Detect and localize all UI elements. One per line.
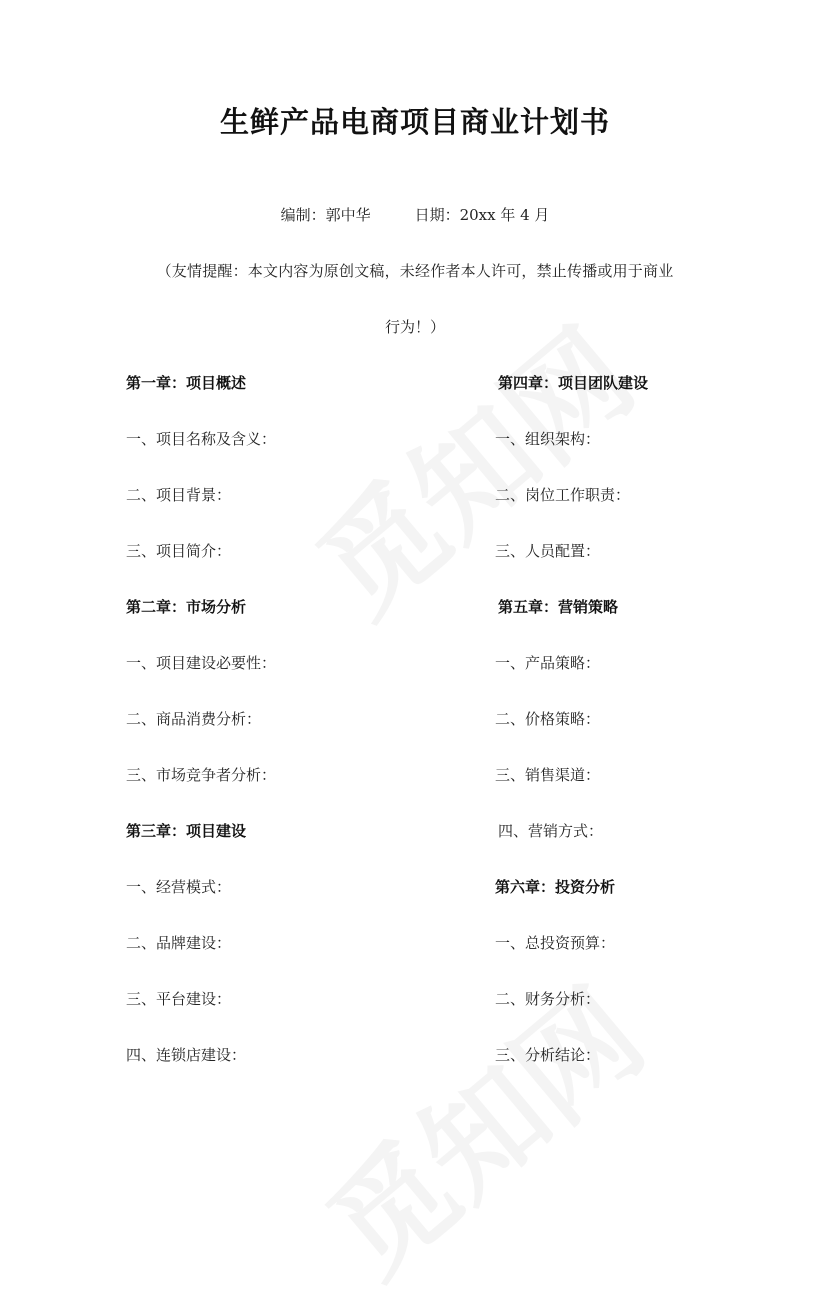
toc-item: 二、品牌建设： [126,934,232,952]
toc-item: 二、项目背景： [126,486,232,504]
toc-item: 一、项目建设必要性： [126,654,277,672]
toc-item: 四、营销方式： [498,822,604,840]
toc-item: 一、组织架构： [495,430,601,448]
toc-item: 四、连锁店建设： [126,1046,247,1064]
toc-item: 二、价格策略： [495,710,601,728]
document-title: 生鲜产品电商项目商业计划书 [219,105,610,139]
toc-item: 二、财务分析： [495,990,601,1008]
chapter-heading: 第六章：投资分析 [495,878,616,896]
toc-item: 三、市场竞争者分析： [126,766,277,784]
document-meta [0,204,830,225]
toc-item: 一、经营模式： [126,878,232,896]
toc-item: 三、项目简介： [126,542,232,560]
watermark-top [277,284,663,647]
toc-item: 三、分析结论： [495,1046,601,1064]
chapter-heading: 第二章：市场分析 [126,598,247,616]
toc-item: 二、商品消费分析： [126,710,262,728]
toc-item: 一、总投资预算： [495,934,616,952]
toc-item: 三、人员配置： [495,542,601,560]
toc-item: 一、产品策略： [495,654,601,672]
watermark-bottom [287,944,673,1307]
toc-item: 一、项目名称及含义： [126,430,277,448]
chapter-heading: 第一章：项目概述 [126,374,247,392]
copyright-notice-line2: 行为！） [384,318,445,336]
toc-item: 三、平台建设： [126,990,232,1008]
chapter-heading: 第五章：营销策略 [498,598,619,616]
editor-label: 编制：郭中华 [280,206,371,224]
copyright-notice-line1: （友情提醒：本文内容为原创文稿，未经作者本人许可，禁止传播或用于商业 [156,262,674,280]
chapter-heading: 第三章：项目建设 [126,822,247,840]
toc-item: 二、岗位工作职责： [495,486,631,504]
date-label: 日期：20xx 年 4 月 [414,206,550,224]
chapter-heading: 第四章：项目团队建设 [498,374,649,392]
toc-item: 三、销售渠道： [495,766,601,784]
